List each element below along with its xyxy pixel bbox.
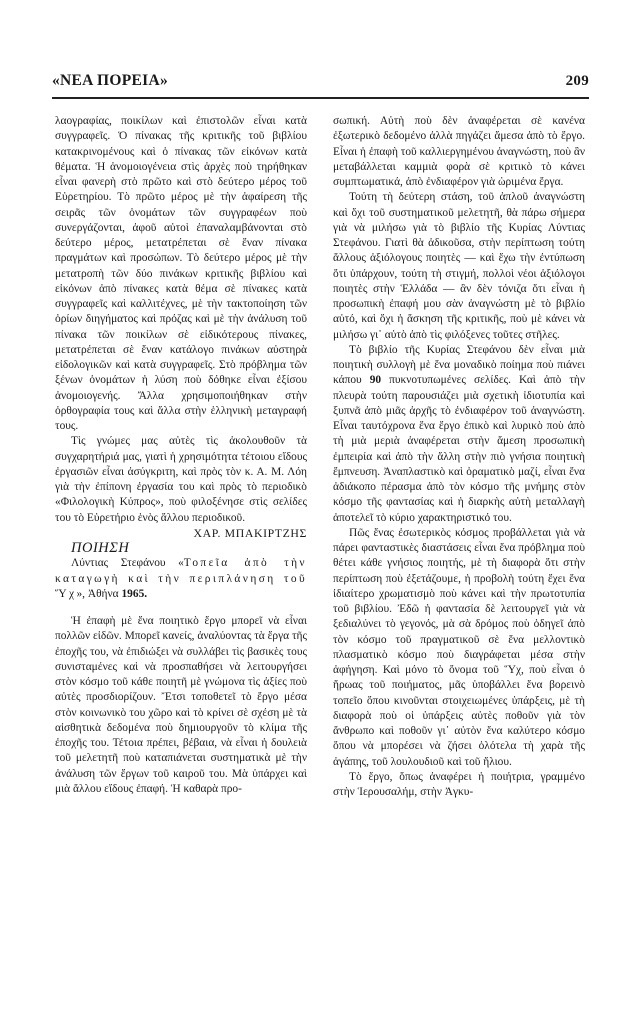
right-paragraph-2: Τούτη τὴ δεύτερη στάση, τοῦ ἁπλοῦ ἀναγνώστη καὶ ὄχι τοῦ συστηματικοῦ μελετητῆ, θὰ πάρω σήμερα γιὰ νὰ μιλήσω γιὰ τὸ βιβλίο τῆς Κυρίας Λύντιας Στεφάνου. Γιατὶ θὰ ἀδικοῦσα, στὴν περίπτωση τούτη ἄλλους ἀξιόλογους ποιητὲς — καὶ ἔχω τὴν ἐντύπωση ὅτι ὑπάρχουν, τούτη τὴ στιγμή, πολλοὶ νέοι ἀξιόλογοι ποιητὲς στὴν Ἑλλάδα — ἂν δὲν τόνιζα ὅτι εἶναι ἡ προσωπικὴ ἐπαφή μου σὰν ἀναγνώστη μὲ τὸ βιβλίο αὐτό, καὶ ὄχι ἡ ἄσκηση τῆς κριτικῆς, ποὺ μὲ κάνει νὰ μιλήσω γι᾽ αὐτὸ ἀπὸ τὶς φιλόξενες τοῦτες στῆλες.: [333, 191, 585, 341]
right-column: [333, 114, 585, 800]
paragraph-text: Τὸ βιβλίο τῆς Κυρίας Στεφάνου δὲν εἶναι μιὰ ποιητικὴ συλλογὴ μὲ ἕνα μοναδικὸ ποίημα ποὺ πιάνει κάπου: [333, 343, 585, 387]
book-author: Λύντιας Στεφάνου «: [71, 557, 184, 570]
review-paragraph: λαογραφίας, ποικίλων καὶ ἐπιστολῶν εἶναι κατὰ συγγραφεῖς. Ὁ πίνακας τῆς κριτικῆς τοῦ βιβλίου κατακρινομένους καὶ ὁ πίνακας τῶν εἰκόνων κατὰ θέματα. Ἡ ἀνομοιογένεια στὶς ἀρχὲς ποὺ τηρήθηκαν εἶναι φανερὴ στὸ πρῶτο καὶ στὸ δεύτερο μέρος τοῦ Εὑρετηρίου. Τὸ πρῶτο μέρος μὲ τὴν ἀφαίρεση τῆς σειρᾶς τῶν ὀνομάτων τῶν συγγραφέων ποὺ συνεργάζονται, ἀφοῦ αὐτοὶ ἐπαναλαμβάνονται στὸ δεύτερο μέρος, μετατρέπεται σὲ ἕναν πίνακα πραγμάτων καὶ προσώπων. Τὸ δεύτερο μέρος μὲ τὴν μετατροπὴ τῶν δύο πινάκων κριτικῆς βιβλίου καὶ εἰκόνων ἀπὸ πίνακες κατὰ θέμα σὲ πίνακες κατὰ συγγραφεῖς καὶ καλλιτέχνες, μὲ τὴν τακτοποίηση τῶν ὁρίων διηγήματος καὶ πρόζας καὶ μὲ τὴν ἀνάλυση τοῦ πίνακα τῶν ποικίλων σὲ εἰδικότερους πίνακες, μετατρέπεται σὲ ἕναν κατάλογο πινάκων αὐστηρὰ εἰδολογικῶν καὶ κατὰ συγγραφεῖς. Στὸ πρόβλημα τῶν ξένων ὀνομάτων ἡ λύση ποὺ δόθηκε εἶναι ἐξίσου ἀνομοιογενής. Ἄλλα χρησιμοποιήθηκαν στὴν ὀρθογραφία τους καὶ ἄλλα στὴν ἑλληνικὴ μεταγραφή τους.: [55, 115, 307, 432]
page-number: 209: [565, 73, 589, 89]
review-closing-paragraph: Τὶς γνώμες μας αὐτὲς τὶς ἀκολουθοῦν τὰ συγχαρητήριά μας, γιατὶ ἡ χρησιμότητα τέτοιου εἴδους ἐργασιῶν εἶναι ἀσύγκριτη, καὶ πρὸς τὸν κ. Α. Μ. Λόη γιὰ τὴν ἐπίπονη ἐργασία του καὶ πρὸς τὸ περιοδικὸ «Φιλολογικὴ Κύπρος», ποὺ φιλοξένησε στὶς σελίδες του τὸ Εὑρετήριο ἑνὸς ἄλλου περιοδικοῦ.: [55, 435, 307, 524]
book-place: », Ἀθήνα: [76, 587, 122, 600]
header-rule: [52, 97, 589, 99]
right-paragraph-4: Πῶς ἕνας ἐσωτερικὸς κόσμος προβάλλεται γιὰ νὰ πάρει φανταστικὲς διαστάσεις εἶναι ἕνα πρόβλημα ποὺ θέτει κάθε γνήσιος ποιητής, μὲ τὴ διαφορὰ ὅτι στὴν περίπτωση ποὺ ἐξετάζουμε, ἡ προβολὴ τούτη ἔχει ἕνα ἰδιαίτερο χρωματισμὸ ποὺ κάνει καὶ τὴν πρωτοτυπία τοῦ βιβλίου. Ἐδῶ ἡ φαντασία δὲ λειτουργεῖ γιὰ νὰ ξεδιαλύνει τὸ γεγονός, μὰ σὰ δρόμος ποὺ ὁδηγεῖ ἀπὸ τὸν κόσμο τοῦ πραγματικοῦ σὲ ἕνα μελλοντικὸ πλασματικὸ κόσμο ποὺ διαγράφεται μέσα στὴν ἀφήγηση. Καὶ μόνο τὸ ὄνομα τοῦ Ὕχ, ποὺ εἶναι ὁ ἥρωας τοῦ ποιήματος, μᾶς ὑποβάλλει ἕνα βορεινὸ τοπεῖο ὅπου κινοῦνται στοιχειωμένες ὑπάρξεις, μὲ τὴ διαφορὰ ποὺ οἱ ὑπάρξεις αὐτὲς ποθοῦν γιὰ τὸν ἄνθρωπο καὶ ποθοῦν γι᾽ αὐτὸν ἕνα καλύτερο κόσμο ὅπου νὰ μπορέσει νὰ ζήσει ὁλότελα τὴ χαρὰ τῆς ἀγάπης, τοῦ λουλουδιοῦ καὶ τοῦ ἥλιου.: [333, 526, 585, 768]
page-count: 90: [369, 374, 382, 387]
paragraph-text: πυκνοτυπωμένες σελίδες. Καὶ ἀπὸ τὴν πλευρὰ τούτη παρουσιάζει μιὰ σχετικὴ ἰδιοτυπία καὶ ξυπνᾶ ἀπὸ μιᾶς ἀρχῆς τὸ ἐνδιαφέρον τοῦ ἀναγνώστη. Εἶναι ταυτόχρονα ἕνα ἔργο ἐπικὸ καὶ λυρικὸ ποὺ ἀπὸ τὴ μιὰ μεριὰ ἀναφέρεται στὴν ἄμεση προσωπικὴ ἐμπειρία καὶ ἀπὸ τὴν ἄλλη στὴν πιὸ γνήσια ποιητικὴ ἔμπνευση. Ἀναπλαστικὸ καὶ ὁραματικὸ μαζί, εἶναι ἕνα ἀδιάκοπο πέρασμα ἀπὸ τὸν κόσμο τῆς μνήμης στὸν κόσμο τῆς φαντασίας καὶ ἡ διαρκὴς αὐτὴ μεταλλαγὴ ἀποτελεῖ τὸ κύριο χαρακτηριστικό του.: [333, 374, 586, 524]
right-paragraph-1: σωπική. Αὐτὴ ποὺ δὲν ἀναφέρεται σὲ κανένα ἐξωτερικὸ δεδομένο ἀλλὰ πηγάζει ἄμεσα ἀπὸ τὸ ἔργο. Εἶναι ἡ ἐπαφὴ τοῦ καλλιεργημένου ἀναγνώστη, ποὺ ἂν μεταβάλλεται καμμιὰ φορὰ σὲ κριτικὸ τὸ κάνει συμπτωματικά, ἀπὸ ἐνδιαφέρον γιὰ ὡριμένα ἔργα.: [333, 115, 585, 188]
poetry-paragraph: Ἡ ἐπαφὴ μὲ ἕνα ποιητικὸ ἔργο μπορεῖ νὰ εἶναι πολλῶν εἰδῶν. Μπορεῖ κανείς, ἀναλύοντας τὰ ἔργα τῆς ἐποχῆς του, νὰ ἐπιδιώξει νὰ συλλάβει τὶς βασικὲς τους συνισταμένες καὶ νὰ προσπαθήσει νὰ λειτουργήσει στὸν κόσμο τοῦ κάθε ποιητῆ μὲ γνώμονα τὶς ἀξίες ποὺ αὐτὲς προσδιορίζουν. Ἔτσι τοποθετεῖ τὸ ἔργο μέσα στὸν κοινωνικὸ του χῶρο καὶ τὸ κρίνει σὲ σχέση μὲ τὰ αἰσθητικὰ δεδομένα ποὺ δημιουργοῦν τὸ κλίμα τῆς ἐποχῆς του. Τέτοια πρέπει, βέβαια, νὰ εἶναι ἡ δουλειὰ τοῦ μελετητῆ ποὺ καταπιάνεται συστηματικὰ μὲ τὴν ἀνάλυση τῶν ἔργων τοῦ καιροῦ του. Μὰ ὑπάρχει καὶ μιὰ ἄλλου εἴδους ἐπαφή. Ἡ καθαρὰ προ-: [55, 615, 307, 795]
book-year: 1965.: [121, 587, 148, 600]
book-citation: [55, 556, 307, 602]
right-paragraph-3: [333, 343, 585, 526]
book-title: Τοπεῖα ἀπὸ τὴν καταγωγὴ καὶ τὴν περιπλάνηση τοῦ Ὕχ: [55, 557, 307, 600]
section-title: ΠΟΙΗΣΗ: [71, 540, 130, 556]
right-paragraph-5: Τὸ ἔργο, ὅπως ἀναφέρει ἡ ποιήτρια, γραμμένο στὴν Ἱερουσαλήμ, στὴν Ἀγκυ-: [333, 770, 585, 798]
review-signature: ΧΑΡ. ΜΠΑΚΙΡΤΖΗΣ: [193, 525, 307, 540]
spacer: [55, 602, 307, 614]
running-header: [52, 72, 589, 94]
left-column: [55, 114, 307, 797]
journal-title: «ΝΕΑ ΠΟΡΕΙΑ»: [52, 72, 168, 89]
